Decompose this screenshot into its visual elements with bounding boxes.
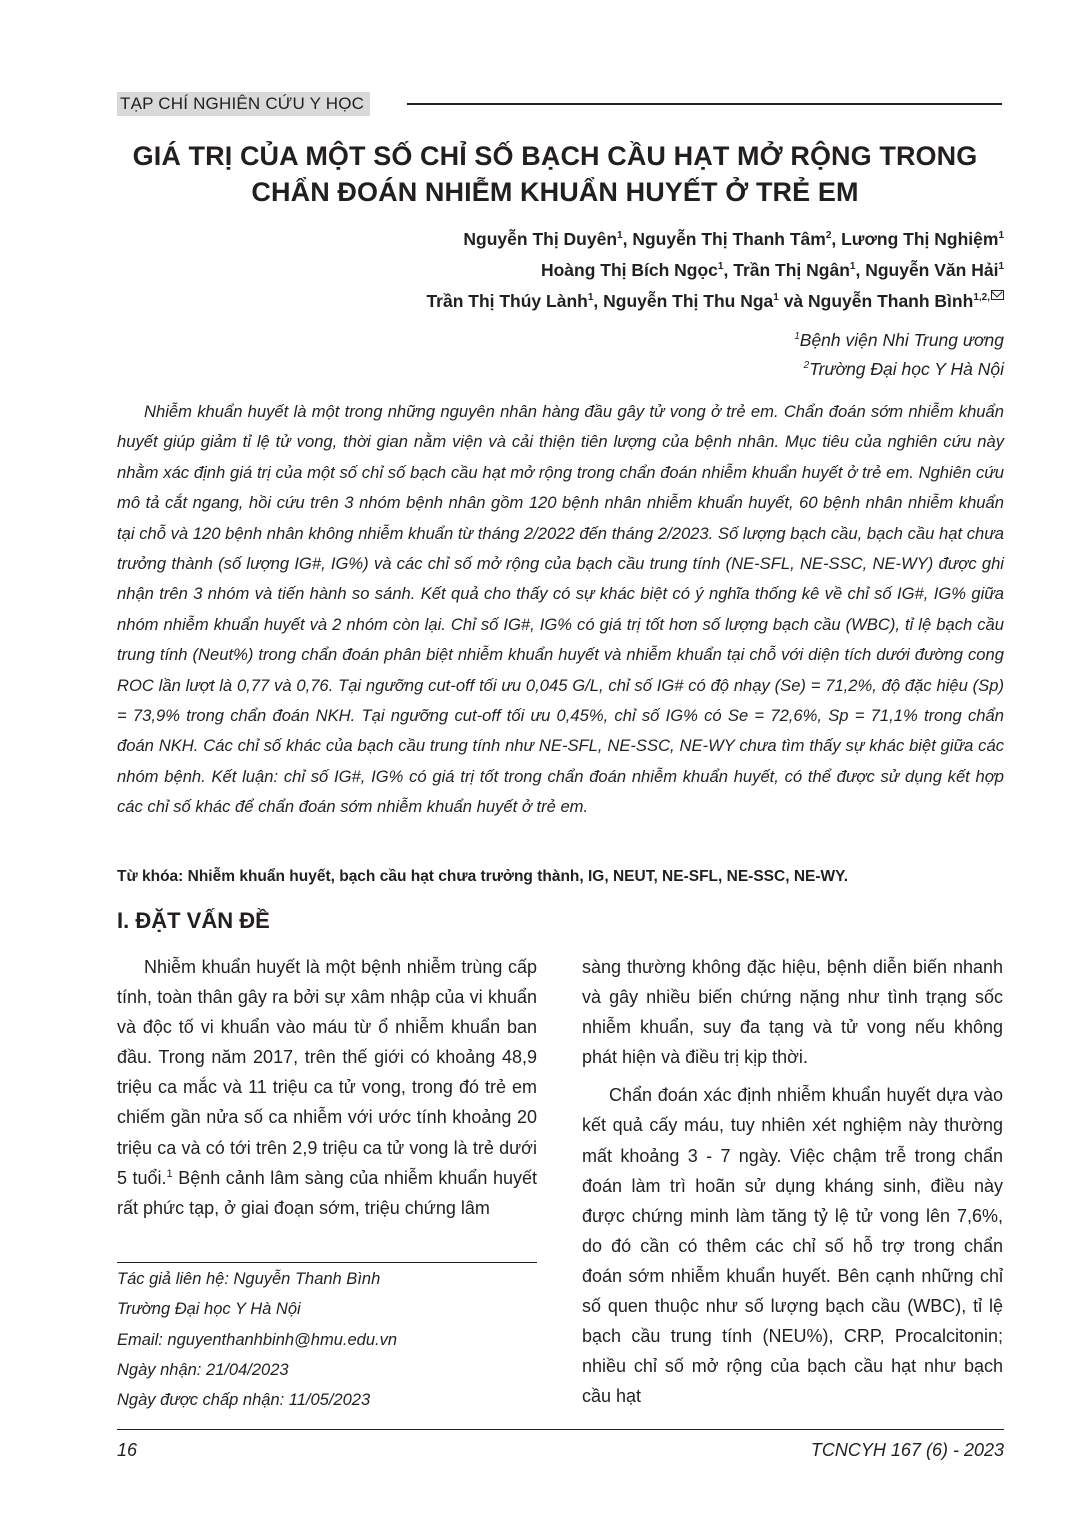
journal-header [117,92,1002,116]
correspondence-box [117,1264,537,1415]
date-received: Ngày nhận: 21/04/2023 [117,1360,289,1379]
paragraph-text-continued: Bệnh cảnh lâm sàng của nhiễm khuẩn huyết rất phức tạp, ở giai đoạn sớm, triệu chứng lâm [117,1167,537,1218]
journal-issue: TCNCYH 167 (6) - 2023 [810,1440,1004,1460]
keywords: Từ khóa: Nhiễm khuẩn huyết, bạch cầu hạt chưa trưởng thành, IG, NEUT, NE-SFL, NE-SSC, NE-WY. [117,868,849,885]
author-name: Nguyễn Thanh Bình [808,291,974,311]
author-name: Nguyễn Thị Thu Nga [603,291,774,311]
author-line-2 [426,255,1004,286]
body-paragraph: Chẩn đoán xác định nhiễm khuẩn huyết dựa vào kết quả cấy máu, tuy nhiên xét nghiệm này thường mất khoảng 3 - 7 ngày. Việc chậm trễ trong chẩn đoán làm trì hoãn sử dụng kháng sinh, điều này được chứng minh làm tăng tỷ lệ tử vong lên 7,6%, do đó cần có thêm các chỉ số hỗ trợ trong chẩn đoán sớm nhiễm khuẩn huyết. Bên cạnh những chỉ số quen thuộc như số lượng bạch cầu (WBC), tỉ lệ bạch cầu trung tính (NEU%), CRP, Procalcitonin; nhiều chỉ số mở rộng của bạch cầu hạt như bạch cầu hạt [582,1085,1003,1407]
affiliation-sup: 1 [794,331,800,343]
author-separator: , [593,291,604,311]
header-rule [407,103,1002,105]
author-separator: , [831,229,842,249]
body-column-left [117,952,537,1223]
affiliation-2 [794,355,1004,384]
author-line-1 [426,224,1004,255]
affiliation-name: Bệnh viện Nhi Trung ương [799,330,1004,350]
title-line-2: CHẨN ĐOÁN NHIỄM KHUẨN HUYẾT Ở TRẺ EM [251,177,859,207]
author-separator: , [723,260,734,280]
author-affil-sup: 1,2, [973,292,990,304]
affiliation-name: Trường Đại học Y Hà Nội [809,359,1004,379]
affiliation-1 [794,326,1004,355]
section-heading: I. ĐẶT VẤN ĐỀ [117,908,270,933]
author-affil-sup: 2 [825,230,832,242]
citation-ref: 1 [166,1167,173,1180]
date-accepted: Ngày được chấp nhận: 11/05/2023 [117,1391,371,1410]
author-affil-sup: 1 [998,230,1004,242]
journal-name: TẠP CHÍ NGHIÊN CỨU Y HỌC [117,92,370,116]
author-name: Nguyễn Thị Thanh Tâm [632,229,826,249]
author-separator: , [622,229,633,249]
author-name: Nguyễn Văn Hải [865,260,999,280]
title-line-1: GIÁ TRỊ CỦA MỘT SỐ CHỈ SỐ BẠCH CẦU HẠT MỞ RỘNG TRONG [132,141,978,171]
author-name: Nguyễn Thị Duyên [463,229,618,249]
contact-institution: Trường Đại học Y Hà Nội [117,1300,301,1319]
author-affil-sup: 1 [773,292,779,304]
affiliation-sup: 2 [803,360,810,372]
author-affil-sup: 1 [849,261,856,273]
author-name: Trần Thị Thúy Lành [426,291,588,311]
author-affil-sup: 1 [587,292,594,304]
author-affil-sup: 1 [717,261,724,273]
mail-icon [991,290,1004,300]
author-name: Trần Thị Ngân [733,260,850,280]
author-line-3 [426,286,1004,317]
author-affil-sup: 1 [998,261,1004,273]
contact-divider [117,1262,537,1263]
contact-author: Tác giả liên hệ: Nguyễn Thanh Bình [117,1270,381,1288]
body-column-right [582,952,1003,1411]
contact-email: Email: nguyenthanhbinh@hmu.edu.vn [117,1330,398,1349]
page-number: 16 [117,1440,138,1460]
author-separator: và [778,291,809,311]
article-title [90,138,1020,210]
author-list [426,224,1004,317]
footer-rule [117,1429,1004,1430]
author-separator: , [855,260,866,280]
author-name: Lương Thị Nghiệm [841,229,999,249]
body-paragraph: sàng thường không đặc hiệu, bệnh diễn biến nhanh và gây nhiều biến chứng nặng như tình trạng sốc nhiễm khuẩn, suy đa tạng và tử vong nếu không phát hiện và điều trị kịp thời. [582,957,1003,1068]
abstract: Nhiễm khuẩn huyết là một trong những nguyên nhân hàng đầu gây tử vong ở trẻ em. Chẩn đoán sớm nhiễm khuẩn huyết giúp giảm tỉ lệ tử vong, thời gian nằm viện và cải thiện tiên lượng của bệnh nhân. Mục tiêu của nghiên cứu này nhằm xác định giá trị của một số chỉ số bạch cầu hạt mở rộng trong chẩn đoán nhiễm khuẩn huyết ở trẻ em. Nghiên cứu mô tả cắt ngang, hồi cứu trên 3 nhóm bệnh nhân gồm 120 bệnh nhân nhiễm khuẩn huyết, 60 bệnh nhân nhiễm khuẩn tại chỗ và 120 bệnh nhân không nhiễm khuẩn từ tháng 2/2022 đến tháng 2/2023. Số lượng bạch cầu, bạch cầu hạt chưa trưởng thành (số lượng IG#, IG%) và các chỉ số mở rộng của bạch cầu trung tính (NE-SFL, NE-SSC, NE-WY) được ghi nhận trên 3 nhóm và tiến hành so sánh. Kết quả cho thấy có sự khác biệt có ý nghĩa thống kê về chỉ số IG#, IG% giữa nhóm nhiễm khuẩn huyết và 2 nhóm còn lại. Chỉ số IG#, IG% có giá trị tốt hơn số lượng bạch cầu (WBC), tỉ lệ bạch cầu trung tính (Neut%) trong chẩn đoán phân biệt nhiễm khuẩn huyết và nhiễm khuẩn tại chỗ với diện tích dưới đường cong ROC lần lượt là 0,77 và 0,76. Tại ngưỡng cut-off tối ưu 0,045 G/L, chỉ số IG# có độ nhạy (Se) = 71,2%, độ đặc hiệu (Sp) = 73,9% trong chẩn đoán NKH. Tại ngưỡng cut-off tối ưu 0,45%, chỉ số IG% có Se = 72,6%, Sp = 71,1% trong chẩn đoán NKH. Các chỉ số khác của bạch cầu trung tính như NE-SFL, NE-SSC, NE-WY chưa tìm thấy sự khác biệt giữa các nhóm bệnh. Kết luận: chỉ số IG#, IG% có giá trị tốt trong chẩn đoán nhiễm khuẩn huyết, có thể được sử dụng kết hợp các chỉ số khác để chẩn đoán sớm nhiễm khuẩn huyết ở trẻ em. [117,402,1004,817]
paragraph-text: Nhiễm khuẩn huyết là một bệnh nhiễm trùng cấp tính, toàn thân gây ra bởi sự xâm nhập của vi khuẩn và độc tố vi khuẩn vào máu từ ổ nhiễm khuẩn ban đầu. Trong năm 2017, trên thế giới có khoảng 48,9 triệu ca mắc và 11 triệu ca tử vong, trong đó trẻ em chiếm gần nửa số ca nhiễm với ước tính khoảng 20 triệu ca và có tới trên 2,9 triệu ca tử vong là trẻ dưới 5 tuổi. [117,957,537,1188]
author-affil-sup: 1 [617,230,623,242]
affiliation-list [794,326,1004,384]
author-name: Hoàng Thị Bích Ngọc [540,260,718,280]
body-paragraph [117,952,537,1223]
